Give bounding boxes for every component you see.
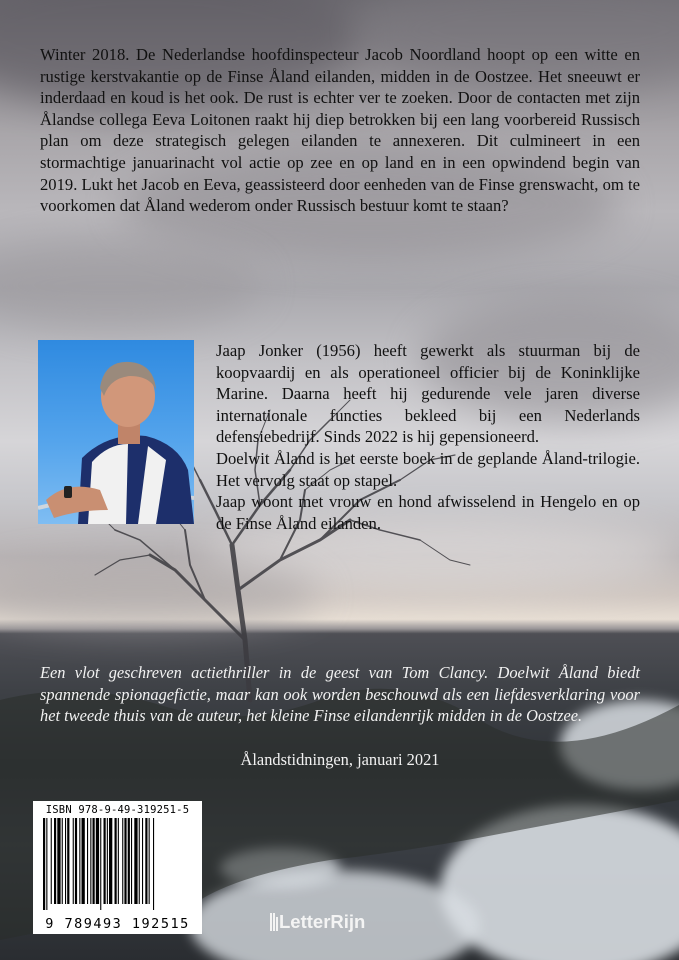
barcode-bar <box>124 818 126 904</box>
barcode-bar <box>139 818 140 904</box>
barcode-bar <box>46 818 47 910</box>
barcode-bar <box>96 818 99 904</box>
barcode-bar <box>54 818 56 904</box>
isbn-digits: 9 789493 192515 <box>45 916 190 932</box>
barcode-bar <box>100 818 101 910</box>
barcode-bar <box>107 818 108 904</box>
barcode-bar <box>118 818 119 904</box>
barcode-bar <box>153 818 154 910</box>
review-source: Ålandstidningen, januari 2021 <box>240 750 440 769</box>
barcode-bar <box>75 818 77 904</box>
author-bio-paragraph: Jaap woont met vrouw en hond afwisselend in Hengelo en op de Finse Åland eilanden. <box>216 492 640 533</box>
barcode-bar <box>82 818 85 904</box>
publisher-name: LetterRijn <box>279 911 366 932</box>
barcode-bar <box>65 818 66 904</box>
review-quote: Een vlot geschreven actiethriller in de geest van Tom Clancy. Doelwit Åland biedt spannende spionagefictie, maar kan ook worden beschouwd als een liefdesverklaring voor het tweede thuis van de auteur, het kleine Finse eilandenrijk midden in de Oostzee. <box>40 663 640 726</box>
barcode-bar <box>109 818 112 904</box>
barcode-bar <box>62 818 63 904</box>
isbn-label: ISBN 978-9-49-319251-5 <box>45 804 190 816</box>
barcode-bar <box>90 818 91 904</box>
author-portrait-image <box>38 340 194 524</box>
author-portrait <box>38 340 194 524</box>
barcode-bars <box>43 818 193 910</box>
barcode-bar <box>67 818 69 904</box>
barcode-bar <box>145 818 147 904</box>
barcode-bar <box>73 818 74 904</box>
barcode-bar <box>128 818 130 904</box>
isbn-barcode <box>33 801 202 934</box>
barcode-bar <box>104 818 106 904</box>
author-bio-paragraph: Doelwit Åland is het eerste boek in de geplande Åland-trilogie. Het vervolg staat op stapel. <box>216 448 640 490</box>
barcode-bar <box>131 818 132 904</box>
barcode-bar <box>134 818 137 904</box>
publisher-logo-icon <box>270 913 278 931</box>
barcode-bar <box>57 818 60 904</box>
author-bio-paragraph: Jaap Jonker (1956) heeft gewerkt als stuurman bij de koopvaardij en als operationeel officier bij de Koninklijke Marine. Daarna heeft hij gedurende vele jaren diverse internationale functies bekleed bij een Nederlands defensiebedrijf. Sinds 2022 is hij gepensioneerd. <box>216 341 640 447</box>
barcode-bar <box>93 818 95 904</box>
barcode-bar <box>43 818 45 910</box>
barcode-bar <box>149 818 150 904</box>
barcode-bar <box>142 818 143 904</box>
author-bio <box>216 340 640 534</box>
barcode-bar <box>51 818 52 904</box>
barcode-bar <box>79 818 80 904</box>
barcode-bar <box>115 818 117 904</box>
book-blurb: Winter 2018. De Nederlandse hoofdinspecteur Jacob Noordland hoopt op een witte en rustige kerstvakantie op de Finse Åland eilanden, midden in de Oostzee. Het sneeuwt er inderdaad en koud is het ook. De rust is echter ver te zoeken. Door de contacten met zijn Ålandse collega Eeva Loitonen raakt hij diep betrokken bij een lang voorbereid Russisch plan om deze strategisch gelegen eilanden te annexeren. Dit culmineert in een stormachtige januarinacht vol actie op zee en op land en in een opwindend begin van 2019. Lukt het Jacob en Eeva, geassisteerd door eenheden van de Finse grenswacht, om te voorkomen dat Åland wederom onder Russisch bestuur komt te staan? <box>40 45 640 216</box>
barcode-bar <box>122 818 123 904</box>
barcode-bar <box>87 818 88 904</box>
